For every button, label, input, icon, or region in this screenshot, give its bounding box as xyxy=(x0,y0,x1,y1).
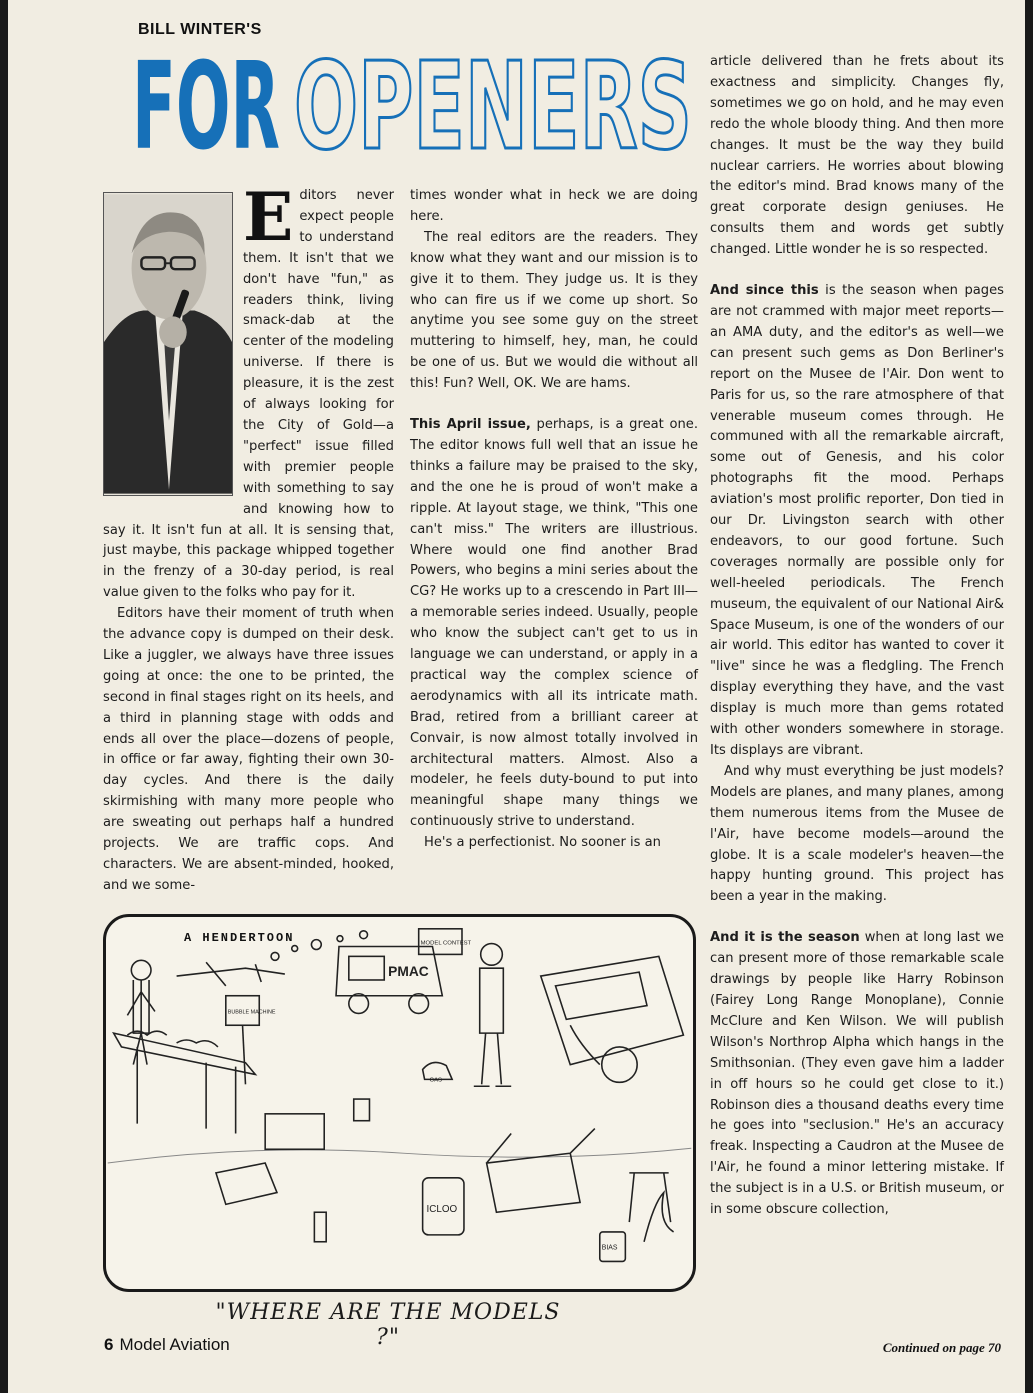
jar-label: BIAS xyxy=(601,1244,618,1252)
paragraph xyxy=(710,928,1004,1221)
magazine-page xyxy=(8,0,1025,1393)
publication-name: Model Aviation xyxy=(119,1335,230,1354)
stool-icon xyxy=(629,1173,670,1222)
cooler-label: ICLOO xyxy=(426,1204,458,1216)
crate-icon xyxy=(216,1163,277,1204)
contest-sign-label: MODEL CONTEST xyxy=(420,940,472,947)
bubble-icon xyxy=(360,931,368,939)
gas-can-label: GAS xyxy=(429,1077,442,1084)
headline-word-for: FOR xyxy=(132,38,280,156)
man-center-icon xyxy=(474,944,511,1087)
bubble-icon xyxy=(311,940,321,950)
paragraph: And why must everything be just models? Models are planes, and many planes, among them numerous items from the Musee de l'Air, have become models—around the globe. It is a scale modeler's heaven—the happy hunting ground. This project has been a year in the making. xyxy=(710,763,1004,905)
headline-graphic xyxy=(128,38,698,156)
bottle-icon xyxy=(314,1212,326,1242)
truck-label: PMAC xyxy=(388,964,429,980)
paragraph-body: perhaps, is a great one. The editor knows full well that an issue he thinks a failure may be praised to the sky, and the one he is proud of won't make a ripple. At layout stage, we think, "This one can't miss." The writers are illustrious. Where would one find another Brad Powers, who begins a mini series about the CG? He works up to a crescendo in Part III—a memorable series indeed. Usually, people who know the subject can't get to us in language we can understand, or apply in a practical way the complex science of aerodynamics with all its intricate math. Brad, retired from a brilliant career at Convair, is now almost totally involved in architectural matters. Almost. Also a modeler, he feels duty-bound to put into meaningful shape many things we continuously strive to understand. xyxy=(410,417,698,830)
cartoon-drawing xyxy=(106,917,693,1289)
box-icon xyxy=(265,1114,324,1149)
author-photo xyxy=(103,192,233,496)
page-number: 6 xyxy=(104,1335,114,1354)
cartoon-caption: "WHERE ARE THE MODELS ?" xyxy=(215,1300,561,1350)
article-column-3 xyxy=(710,52,1004,1221)
truck-icon xyxy=(336,947,442,1014)
paragraph xyxy=(410,415,698,833)
paint-can-icon xyxy=(354,1099,370,1121)
open-box-icon xyxy=(487,1129,595,1213)
continued-note: Continued on page 70 xyxy=(882,1340,1001,1355)
page-folio xyxy=(104,1335,230,1355)
paragraph: The real editors are the readers. They know what they want and our mission is to give it to them. They judge us. It is they who can fire us if we come up short. So anytime you see some guy on the street muttering to himself, hey, man, he could be one of us. But we would die without all this! Fun? Well, OK. We are hams. xyxy=(410,229,698,392)
paragraph: Editors have their moment of truth when the advance copy is dumped on their desk. Like a juggler, we always have three issues going at once: the one to be printed, the second in final stages right on its heels, and a third in planning stage with odds and ends all over the place—dozens of people, in office or far away, fighting their own 30-day cycles. And there is the daily skirmishing with many more people who are sweating out perhaps half a hundred projects. We are traffic cops. And characters. We are absent-minded, hooked, and we some- xyxy=(103,606,394,893)
headline-word-openers: OPENERS xyxy=(294,38,692,156)
car-icon xyxy=(541,956,684,1082)
column-kicker: BILL WINTER'S xyxy=(138,21,262,38)
paragraph-body: is the season when pages are not crammed with major meet reports—an AMA duty, and the editor's as well—we can present such gems as Don Berliner's report on the Musee de l'Air. Don went to Paris for us, so the rare atmosphere of that venerable museum comes through. He communed with all the remarkable aircraft, some out of Genesis, and his color photographs fit the mood. Perhaps aviation's most prolific reporter, Don tied in our Dr. Livingston search with other endeavors, to our good fortune. Such coverages normally are possible only for well-heeled periodicals. The French museum, the equivalent of our National Air& Space Museum, is one of the wonders of our air world. This editor has wanted to cover it "live" since he was a fledgling. The French display everything they have, and the vast display is much more than gems rotated with other wonders somewhere in storage. Its displays are vibrant. xyxy=(710,283,1004,758)
headline xyxy=(128,38,698,156)
workbench-icon xyxy=(114,1031,256,1133)
article-column-1 xyxy=(103,178,394,897)
article-column-2 xyxy=(410,186,698,854)
paragraph-body: when at long last we can present more of those remarkable scale drawings by people like Harry Robinson (Fairey Long Range Monoplane), Connie McClure and Ken Wilson. We will publish Wilson's Northrop Alpha which hangs in the Smithsonian. (They even gave him a ladder in off hours so he could get close to it.) Robinson dies a thousand deaths every time he goes into "seclusion." He's an accuracy freak. Inspecting a Caudron at the Musee de l'Air, he found a minor lettering mistake. If the subject is in a U.S. or British museum, or in some obscure collection, xyxy=(710,930,1004,1218)
author-portrait-icon xyxy=(104,193,232,495)
bubble-icon xyxy=(337,936,343,942)
bubble-icon xyxy=(271,952,279,960)
paragraph: He's a perfectionist. No sooner is an xyxy=(424,835,661,851)
model-airplane-icon xyxy=(177,962,285,986)
cooler-icon xyxy=(423,1178,464,1235)
paragraph xyxy=(710,281,1004,762)
cartoon-illustration xyxy=(103,914,696,1292)
paragraph: times wonder what in heck we are doing here. xyxy=(410,188,698,224)
bubble-machine-label: BUBBLE MACHINE xyxy=(227,1009,276,1016)
paragraph: ditors never expect people to understand them. It isn't that we don't have "fun," as readers think, living smack-dab at the center of the modeling universe. If there is pleasure, it is the zest of always looking for the City of Gold—a "perfect" issue filled with premier people with something to say and knowing how to say it. It isn't fun at all. It is sensing that, just maybe, this package whipped together in the frenzy of a 30-day period, is real value given to the folks who pay for it. xyxy=(103,188,394,601)
paragraph-lead-in: And it is the season xyxy=(710,930,860,946)
bubble-icon xyxy=(292,946,298,952)
cartoon-title: A HENDERTOON xyxy=(184,931,295,945)
paragraph: article delivered than he frets about its exactness and simplicity. Changes fly, sometimes we go on hold, and he may even redo the whole bloody thing. And then more changes. It must be the way they build nuclear carriers. He worries about blowing the editor's mind. Brad knows many of the great corporate design geniuses. He consults them and words get subtly changed. Little wonder he is so respected. xyxy=(710,54,1004,258)
paragraph-lead-in: And since this xyxy=(710,283,819,299)
paragraph-lead-in: This April issue, xyxy=(410,417,531,433)
drop-cap: E xyxy=(243,178,294,256)
